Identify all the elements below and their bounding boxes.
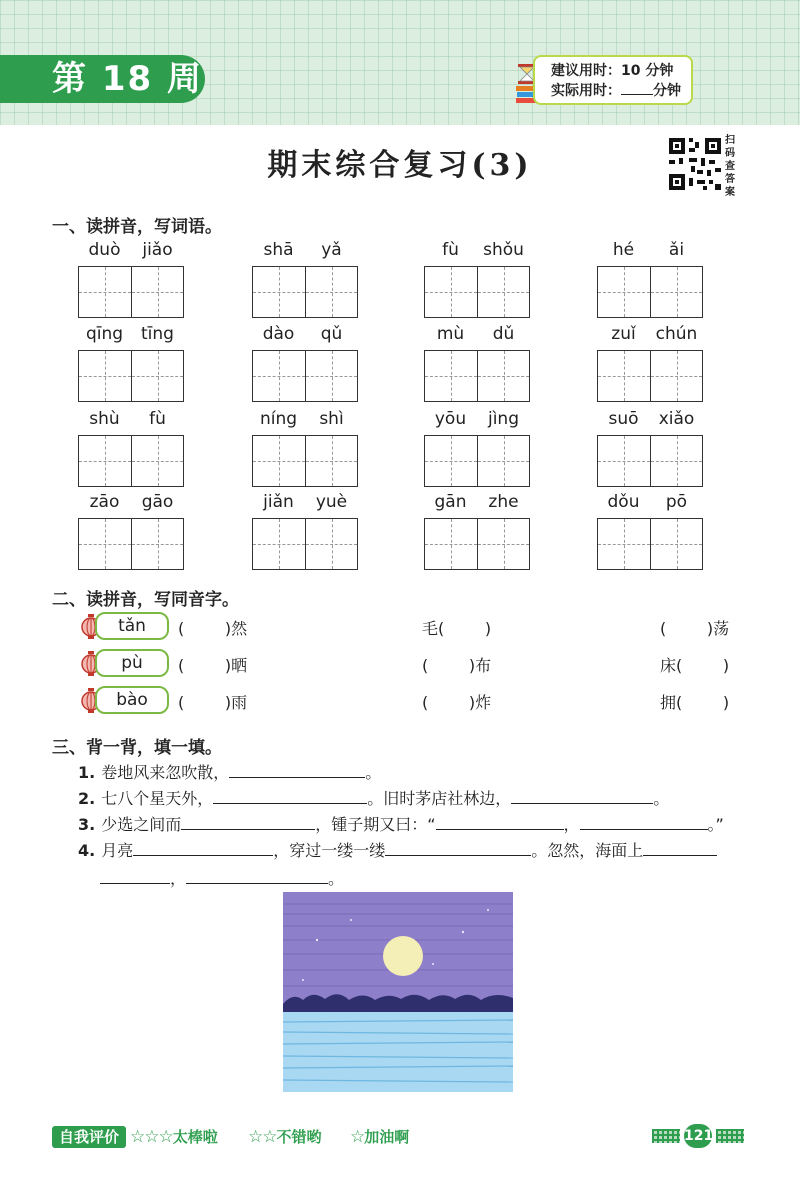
word-pinyin — [78, 240, 184, 264]
star-icon: ☆☆☆ — [130, 1127, 173, 1147]
pinyin-syllable: tīng — [141, 324, 174, 344]
pinyin-syllable: dǔ — [492, 324, 515, 344]
writing-grid — [78, 518, 184, 570]
pinyin-syllable: chún — [655, 324, 698, 344]
homophone-blank[interactable]: 床( ) — [660, 656, 730, 675]
answer-blank[interactable] — [181, 814, 315, 830]
page-decoration — [652, 1129, 680, 1143]
word-item — [424, 240, 530, 324]
writing-grid — [424, 350, 530, 402]
word-pinyin — [597, 492, 703, 516]
character-cell[interactable] — [253, 351, 305, 401]
pinyin-syllable: fù — [442, 240, 459, 260]
writing-grid — [424, 266, 530, 318]
word-item — [597, 240, 703, 324]
character-cell[interactable] — [79, 267, 131, 317]
character-cell[interactable] — [79, 351, 131, 401]
pinyin-syllable: jìng — [487, 409, 519, 429]
star-icon: ☆☆ — [248, 1127, 277, 1147]
word-item — [252, 492, 358, 576]
word-item — [252, 409, 358, 493]
qr-code-icon[interactable] — [667, 136, 723, 192]
character-cell[interactable] — [131, 351, 183, 401]
word-item — [252, 324, 358, 408]
character-cell[interactable] — [477, 267, 529, 317]
character-cell[interactable] — [477, 436, 529, 486]
rating-keep-going[interactable]: ☆加油啊 — [350, 1127, 410, 1147]
character-cell[interactable] — [305, 436, 357, 486]
word-pinyin — [424, 240, 530, 264]
character-cell[interactable] — [131, 519, 183, 569]
word-pinyin — [78, 324, 184, 348]
homophone-blank[interactable]: ( )雨 — [178, 693, 248, 712]
writing-grid — [424, 518, 530, 570]
pinyin-pill: tǎn — [95, 612, 169, 640]
writing-grid — [252, 350, 358, 402]
section2-title: 二、读拼音，写同音字。 — [52, 590, 239, 610]
answer-blank[interactable] — [186, 868, 328, 884]
word-pinyin — [78, 492, 184, 516]
word-item — [78, 324, 184, 408]
character-cell[interactable] — [425, 519, 477, 569]
pinyin-syllable: gāo — [141, 492, 174, 512]
word-item — [78, 240, 184, 324]
word-item — [597, 324, 703, 408]
pinyin-syllable: qīng — [85, 324, 124, 344]
writing-grid — [252, 266, 358, 318]
recite-question-4-continued: ， 。 — [100, 866, 344, 889]
pinyin-syllable: shā — [263, 240, 294, 260]
pinyin-syllable: jiǎn — [263, 492, 294, 512]
answer-blank[interactable] — [213, 788, 367, 804]
actual-time: 实际用时： 分钟 — [551, 83, 681, 99]
character-cell[interactable] — [650, 519, 702, 569]
rating-good[interactable]: ☆☆不错哟 — [248, 1127, 322, 1147]
character-cell[interactable] — [477, 519, 529, 569]
writing-grid — [597, 266, 703, 318]
week-label: 第 18 周 — [0, 55, 205, 103]
character-cell[interactable] — [598, 351, 650, 401]
writing-grid — [424, 435, 530, 487]
answer-blank[interactable] — [385, 840, 531, 856]
character-cell[interactable] — [131, 267, 183, 317]
page-number: 121 — [652, 1122, 744, 1150]
writing-grid — [78, 266, 184, 318]
character-cell[interactable] — [425, 351, 477, 401]
word-pinyin — [78, 409, 184, 433]
character-cell[interactable] — [305, 519, 357, 569]
word-pinyin — [424, 492, 530, 516]
pinyin-syllable: fù — [149, 409, 166, 429]
character-cell[interactable] — [650, 267, 702, 317]
pinyin-syllable: yōu — [434, 409, 467, 429]
answer-blank[interactable] — [100, 868, 170, 884]
word-item — [424, 324, 530, 408]
character-cell[interactable] — [650, 351, 702, 401]
homophone-blank[interactable]: ( )然 — [178, 619, 248, 638]
character-cell[interactable] — [598, 519, 650, 569]
word-pinyin — [252, 240, 358, 264]
pinyin-syllable: yuè — [315, 492, 348, 512]
word-item — [78, 409, 184, 493]
character-cell[interactable] — [131, 436, 183, 486]
recite-question-2: 2. 七八个星天外， 。旧时茅店社林边， 。 — [78, 789, 670, 808]
answer-blank[interactable] — [511, 788, 653, 804]
pinyin-syllable: dào — [262, 324, 295, 344]
word-pinyin — [597, 240, 703, 264]
answer-blank[interactable] — [436, 814, 564, 830]
pinyin-syllable: shì — [319, 409, 344, 429]
word-item — [597, 409, 703, 493]
character-cell[interactable] — [253, 267, 305, 317]
writing-grid — [78, 435, 184, 487]
moon-over-sea-illustration — [283, 892, 513, 1092]
pinyin-syllable: yǎ — [321, 240, 342, 260]
writing-grid — [78, 350, 184, 402]
pinyin-syllable: níng — [259, 409, 298, 429]
character-cell[interactable] — [253, 519, 305, 569]
character-cell[interactable] — [598, 436, 650, 486]
word-pinyin — [424, 409, 530, 433]
answer-blank[interactable] — [229, 762, 365, 778]
character-cell[interactable] — [598, 267, 650, 317]
writing-grid — [252, 435, 358, 487]
character-cell[interactable] — [305, 267, 357, 317]
pinyin-syllable: suō — [608, 409, 639, 429]
word-pinyin — [597, 324, 703, 348]
character-cell[interactable] — [425, 267, 477, 317]
homophone-blank[interactable]: ( )晒 — [178, 656, 248, 675]
pinyin-syllable: ǎi — [668, 240, 685, 260]
pinyin-syllable: duò — [88, 240, 121, 260]
recite-question-4: 4. 月亮 ，穿过一缕一缕 。忽然，海面上 — [78, 838, 717, 861]
actual-time-blank[interactable] — [621, 81, 653, 95]
pinyin-syllable: mù — [436, 324, 465, 344]
suggested-time: 建议用时：10 分钟 — [551, 63, 674, 79]
character-cell[interactable] — [305, 351, 357, 401]
word-pinyin — [252, 324, 358, 348]
page-decoration — [716, 1129, 744, 1143]
pinyin-syllable: zuǐ — [611, 324, 636, 344]
pinyin-syllable: xiǎo — [658, 409, 695, 429]
word-pinyin — [597, 409, 703, 433]
character-cell[interactable] — [253, 436, 305, 486]
pinyin-syllable: zhe — [488, 492, 519, 512]
answer-blank[interactable] — [133, 840, 273, 856]
word-pinyin — [252, 409, 358, 433]
word-item — [252, 240, 358, 324]
recite-question-1: 1. 卷地风来忽吹散， 。 — [78, 763, 382, 782]
self-eval-label: 自我评价 — [52, 1126, 126, 1148]
pinyin-pill: bào — [95, 686, 169, 714]
pinyin-syllable: shù — [89, 409, 120, 429]
writing-grid — [597, 350, 703, 402]
pinyin-syllable: jiǎo — [142, 240, 173, 260]
answer-blank[interactable] — [643, 840, 717, 856]
page-title: 期末综合复习(3) — [267, 148, 533, 183]
writing-grid — [252, 518, 358, 570]
character-cell[interactable] — [425, 436, 477, 486]
pinyin-syllable: shǒu — [483, 240, 524, 260]
word-item — [424, 409, 530, 493]
word-pinyin — [252, 492, 358, 516]
answer-blank[interactable] — [580, 814, 708, 830]
word-item — [78, 492, 184, 576]
star-icon: ☆ — [350, 1127, 365, 1147]
writing-grid — [597, 435, 703, 487]
pinyin-syllable: qǔ — [320, 324, 343, 344]
word-pinyin — [424, 324, 530, 348]
section1-title: 一、读拼音，写词语。 — [52, 217, 222, 237]
section3-title: 三、背一背，填一填。 — [52, 738, 222, 758]
rating-excellent[interactable]: ☆☆☆太棒啦 — [130, 1127, 218, 1147]
character-cell[interactable] — [79, 436, 131, 486]
homophone-blank[interactable]: ( )荡 — [660, 619, 730, 638]
pinyin-syllable: pō — [665, 492, 688, 512]
character-cell[interactable] — [650, 436, 702, 486]
pinyin-syllable: zāo — [89, 492, 120, 512]
recite-question-3: 3. 少选之间而 ，锺子期又曰：“ ， 。” — [78, 815, 724, 834]
pinyin-syllable: hé — [612, 240, 635, 260]
word-item — [597, 492, 703, 576]
pinyin-syllable: gān — [434, 492, 467, 512]
homophone-blank[interactable]: ( )布 — [422, 656, 492, 675]
character-cell[interactable] — [477, 351, 529, 401]
qr-caption: 扫 码 查 答 案 — [725, 135, 735, 198]
homophone-blank[interactable]: 毛( ) — [422, 619, 492, 638]
homophone-blank[interactable]: 拥( ) — [660, 693, 730, 712]
homophone-blank[interactable]: ( )炸 — [422, 693, 492, 712]
pinyin-pill: pù — [95, 649, 169, 677]
pinyin-syllable: dǒu — [607, 492, 640, 512]
writing-grid — [597, 518, 703, 570]
character-cell[interactable] — [79, 519, 131, 569]
time-box — [533, 55, 693, 105]
word-item — [424, 492, 530, 576]
